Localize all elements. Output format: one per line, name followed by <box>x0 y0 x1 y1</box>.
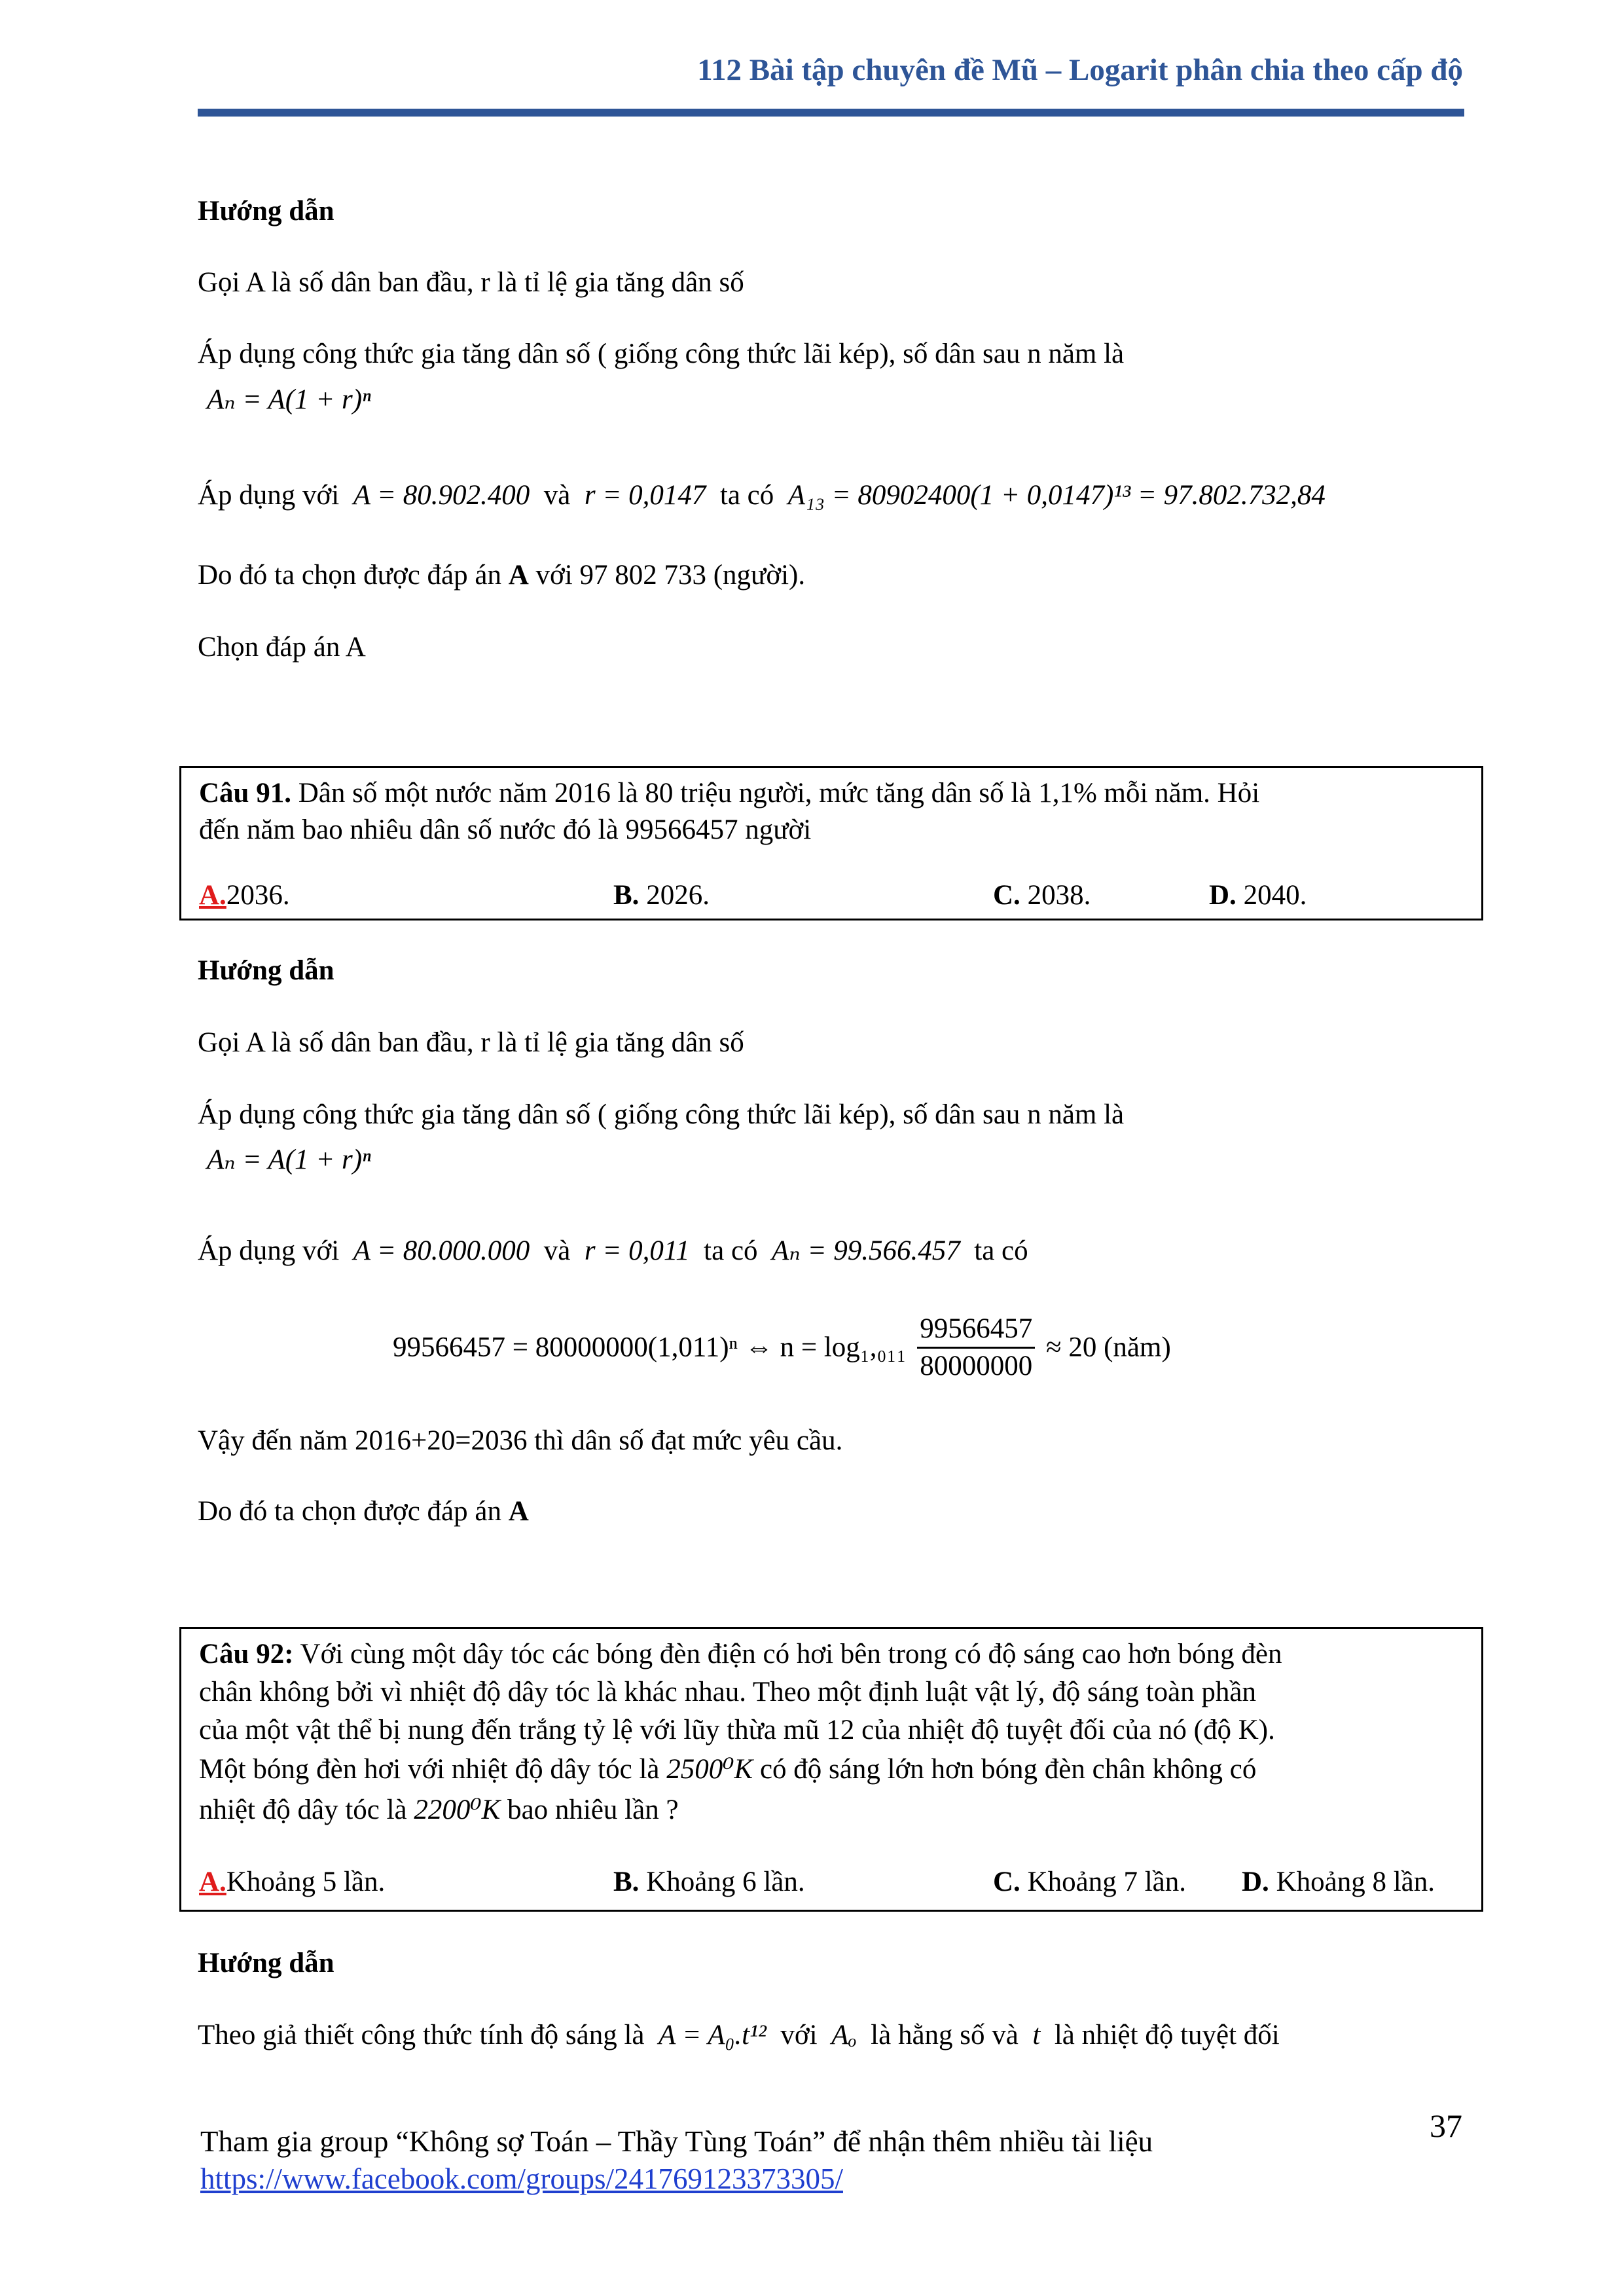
q91-option-a[interactable] <box>199 878 290 913</box>
q91-option-b[interactable] <box>613 878 710 913</box>
s3-t: t <box>1032 2020 1041 2050</box>
s3-line-d: là nhiệt độ tuyệt đối <box>1054 2020 1280 2050</box>
q92-text-line3: của một vật thể bị nung đến trắng tỷ lệ với lũy thừa mũ 12 của nhiệt độ tuyệt đối của nó (độ K). <box>199 1715 1275 1745</box>
conclusion2-letter: A <box>508 1496 529 1527</box>
footer-link[interactable]: https://www.facebook.com/groups/241769123373305/ <box>200 2162 843 2195</box>
conclusion2-prefix: Do đó ta chọn được đáp án <box>198 1496 501 1527</box>
section2-conclusion <box>198 1494 529 1529</box>
apply2-r: r = 0,011 <box>584 1235 690 1266</box>
q91-option-c-text: 2038. <box>1027 880 1091 911</box>
conclusion-prefix: Do đó ta chọn được đáp án <box>198 560 501 591</box>
apply2-and: và <box>543 1235 571 1266</box>
q91-option-c[interactable] <box>993 878 1091 913</box>
q92-option-c[interactable] <box>993 1865 1186 1900</box>
section1-conclusion <box>198 558 805 593</box>
conclusion-letter: A <box>508 560 529 591</box>
eq-left: 99566457 = 80000000(1,011)ⁿ ⇔ n = log₁,₀₁₁ <box>393 1332 907 1363</box>
page-number: 37 <box>1430 2107 1462 2144</box>
q92-label: Câu 92: <box>199 1639 294 1669</box>
header-title: 112 Bài tập chuyên đề Mũ – Logarit phân chia theo cấp độ <box>697 53 1463 87</box>
eq-denominator: 80000000 <box>920 1350 1033 1381</box>
q91-line1 <box>199 776 1259 811</box>
apply-prefix: Áp dụng với <box>198 480 340 511</box>
q91-option-b-text: 2026. <box>646 880 710 911</box>
q91-text-line2: đến năm bao nhiêu dân số nước đó là 99566457 người <box>199 814 812 845</box>
section1-choose: Chọn đáp án A <box>198 632 366 663</box>
q91-label: Câu 91. <box>199 778 291 809</box>
q92-line5-temp: 2200⁰K <box>414 1795 501 1825</box>
q91-text-line1: Dân số một nước năm 2016 là 80 triệu người, mức tăng dân số là 1,1% mỗi năm. Hỏi <box>298 778 1260 809</box>
section1-intro: Gọi A là số dân ban đầu, r là tỉ lệ gia tăng dân số <box>198 267 744 298</box>
section2-equation <box>393 1311 1171 1384</box>
section2-formula-intro: Áp dụng công thức gia tăng dân số ( giống công thức lãi kép), số dân sau n năm là <box>198 1099 1125 1130</box>
s3-line-c: là hằng số và <box>871 2020 1019 2050</box>
q91-option-c-letter: C. <box>993 880 1020 911</box>
q92-text-line1: Với cùng một dây tóc các bóng đèn điện có hơi bên trong có độ sáng cao hơn bóng đèn <box>300 1639 1282 1669</box>
q91-option-a-letter: A. <box>199 880 226 911</box>
eq-numerator: 99566457 <box>917 1311 1035 1349</box>
q92-option-b-letter: B. <box>613 1867 640 1897</box>
s3-formula: A = A₀.t¹² <box>658 2020 767 2050</box>
q92-option-d[interactable] <box>1242 1865 1435 1900</box>
section2-formula: Aₙ = A(1 + r)ⁿ <box>207 1144 371 1175</box>
s3-Ao: Aₒ <box>831 2020 857 2050</box>
q92-option-a[interactable] <box>199 1865 385 1900</box>
section2-heading: Hướng dẫn <box>198 955 334 986</box>
q92-line4 <box>199 1752 1256 1787</box>
question-91-box <box>179 766 1483 920</box>
apply-A: A = 80.902.400 <box>353 480 530 511</box>
q92-line4-temp: 2500⁰K <box>666 1754 753 1785</box>
q92-line5 <box>199 1793 679 1828</box>
section1-apply <box>198 478 1326 513</box>
conclusion-suffix: với 97 802 733 (người). <box>535 560 806 591</box>
section2-apply <box>198 1233 1028 1269</box>
s3-line-b: với <box>780 2020 818 2050</box>
q92-option-d-letter: D. <box>1242 1867 1269 1897</box>
apply-taco: ta có <box>719 480 774 511</box>
q92-text-line2: chân không bởi vì nhiệt độ dây tóc là khác nhau. Theo một định luật vật lý, độ sáng toàn phần <box>199 1677 1256 1707</box>
q92-option-b-text: Khoảng 6 lần. <box>646 1867 805 1897</box>
q92-option-c-letter: C. <box>993 1867 1020 1897</box>
apply2-A: A = 80.000.000 <box>353 1235 530 1266</box>
q91-option-a-text: 2036. <box>226 880 290 911</box>
apply2-An: Aₙ = 99.566.457 <box>772 1235 960 1266</box>
s3-line-a: Theo giả thiết công thức tính độ sáng là <box>198 2020 645 2050</box>
section1-heading: Hướng dẫn <box>198 196 334 227</box>
q92-line4-a: Một bóng đèn hơi với nhiệt độ dây tóc là <box>199 1754 660 1785</box>
q92-line4-b: có độ sáng lớn hơn bóng đèn chân không có <box>759 1754 1257 1785</box>
footer-text: Tham gia group “Không sợ Toán – Thầy Tùng Toán” để nhận thêm nhiều tài liệu <box>200 2125 1153 2158</box>
section1-formula-intro: Áp dụng công thức gia tăng dân số ( giống công thức lãi kép), số dân sau n năm là <box>198 338 1125 369</box>
apply-r: r = 0,0147 <box>584 480 706 511</box>
apply2-taco2: ta có <box>974 1235 1028 1266</box>
q92-option-c-text: Khoảng 7 lần. <box>1027 1867 1186 1897</box>
q91-option-d-letter: D. <box>1209 880 1236 911</box>
eq-right: ≈ 20 (năm) <box>1046 1332 1171 1363</box>
apply2-taco: ta có <box>704 1235 758 1266</box>
q91-option-d-text: 2040. <box>1243 880 1307 911</box>
q92-line5-b: bao nhiêu lần ? <box>507 1795 679 1825</box>
q92-option-a-letter: A. <box>199 1867 226 1897</box>
section1-formula: Aₙ = A(1 + r)ⁿ <box>207 384 371 415</box>
eq-fraction <box>917 1311 1035 1384</box>
q92-option-d-text: Khoảng 8 lần. <box>1276 1867 1435 1897</box>
question-92-box <box>179 1627 1483 1912</box>
section2-result: Vậy đến năm 2016+20=2036 thì dân số đạt mức yêu cầu. <box>198 1425 843 1456</box>
q92-option-a-text: Khoảng 5 lần. <box>226 1867 386 1897</box>
apply2-prefix: Áp dụng với <box>198 1235 340 1266</box>
header-rule <box>198 109 1464 117</box>
section3-heading: Hướng dẫn <box>198 1948 334 1978</box>
apply-result: A₁₃ = 80902400(1 + 0,0147)¹³ = 97.802.732,84 <box>787 480 1326 511</box>
q91-option-b-letter: B. <box>613 880 640 911</box>
apply-and: và <box>543 480 571 511</box>
q92-option-b[interactable] <box>613 1865 805 1900</box>
q92-line1 <box>199 1637 1282 1672</box>
section3-line <box>198 2018 1280 2053</box>
q91-option-d[interactable] <box>1209 878 1307 913</box>
section2-intro: Gọi A là số dân ban đầu, r là tỉ lệ gia tăng dân số <box>198 1027 744 1058</box>
q92-line5-a: nhiệt độ dây tóc là <box>199 1795 407 1825</box>
